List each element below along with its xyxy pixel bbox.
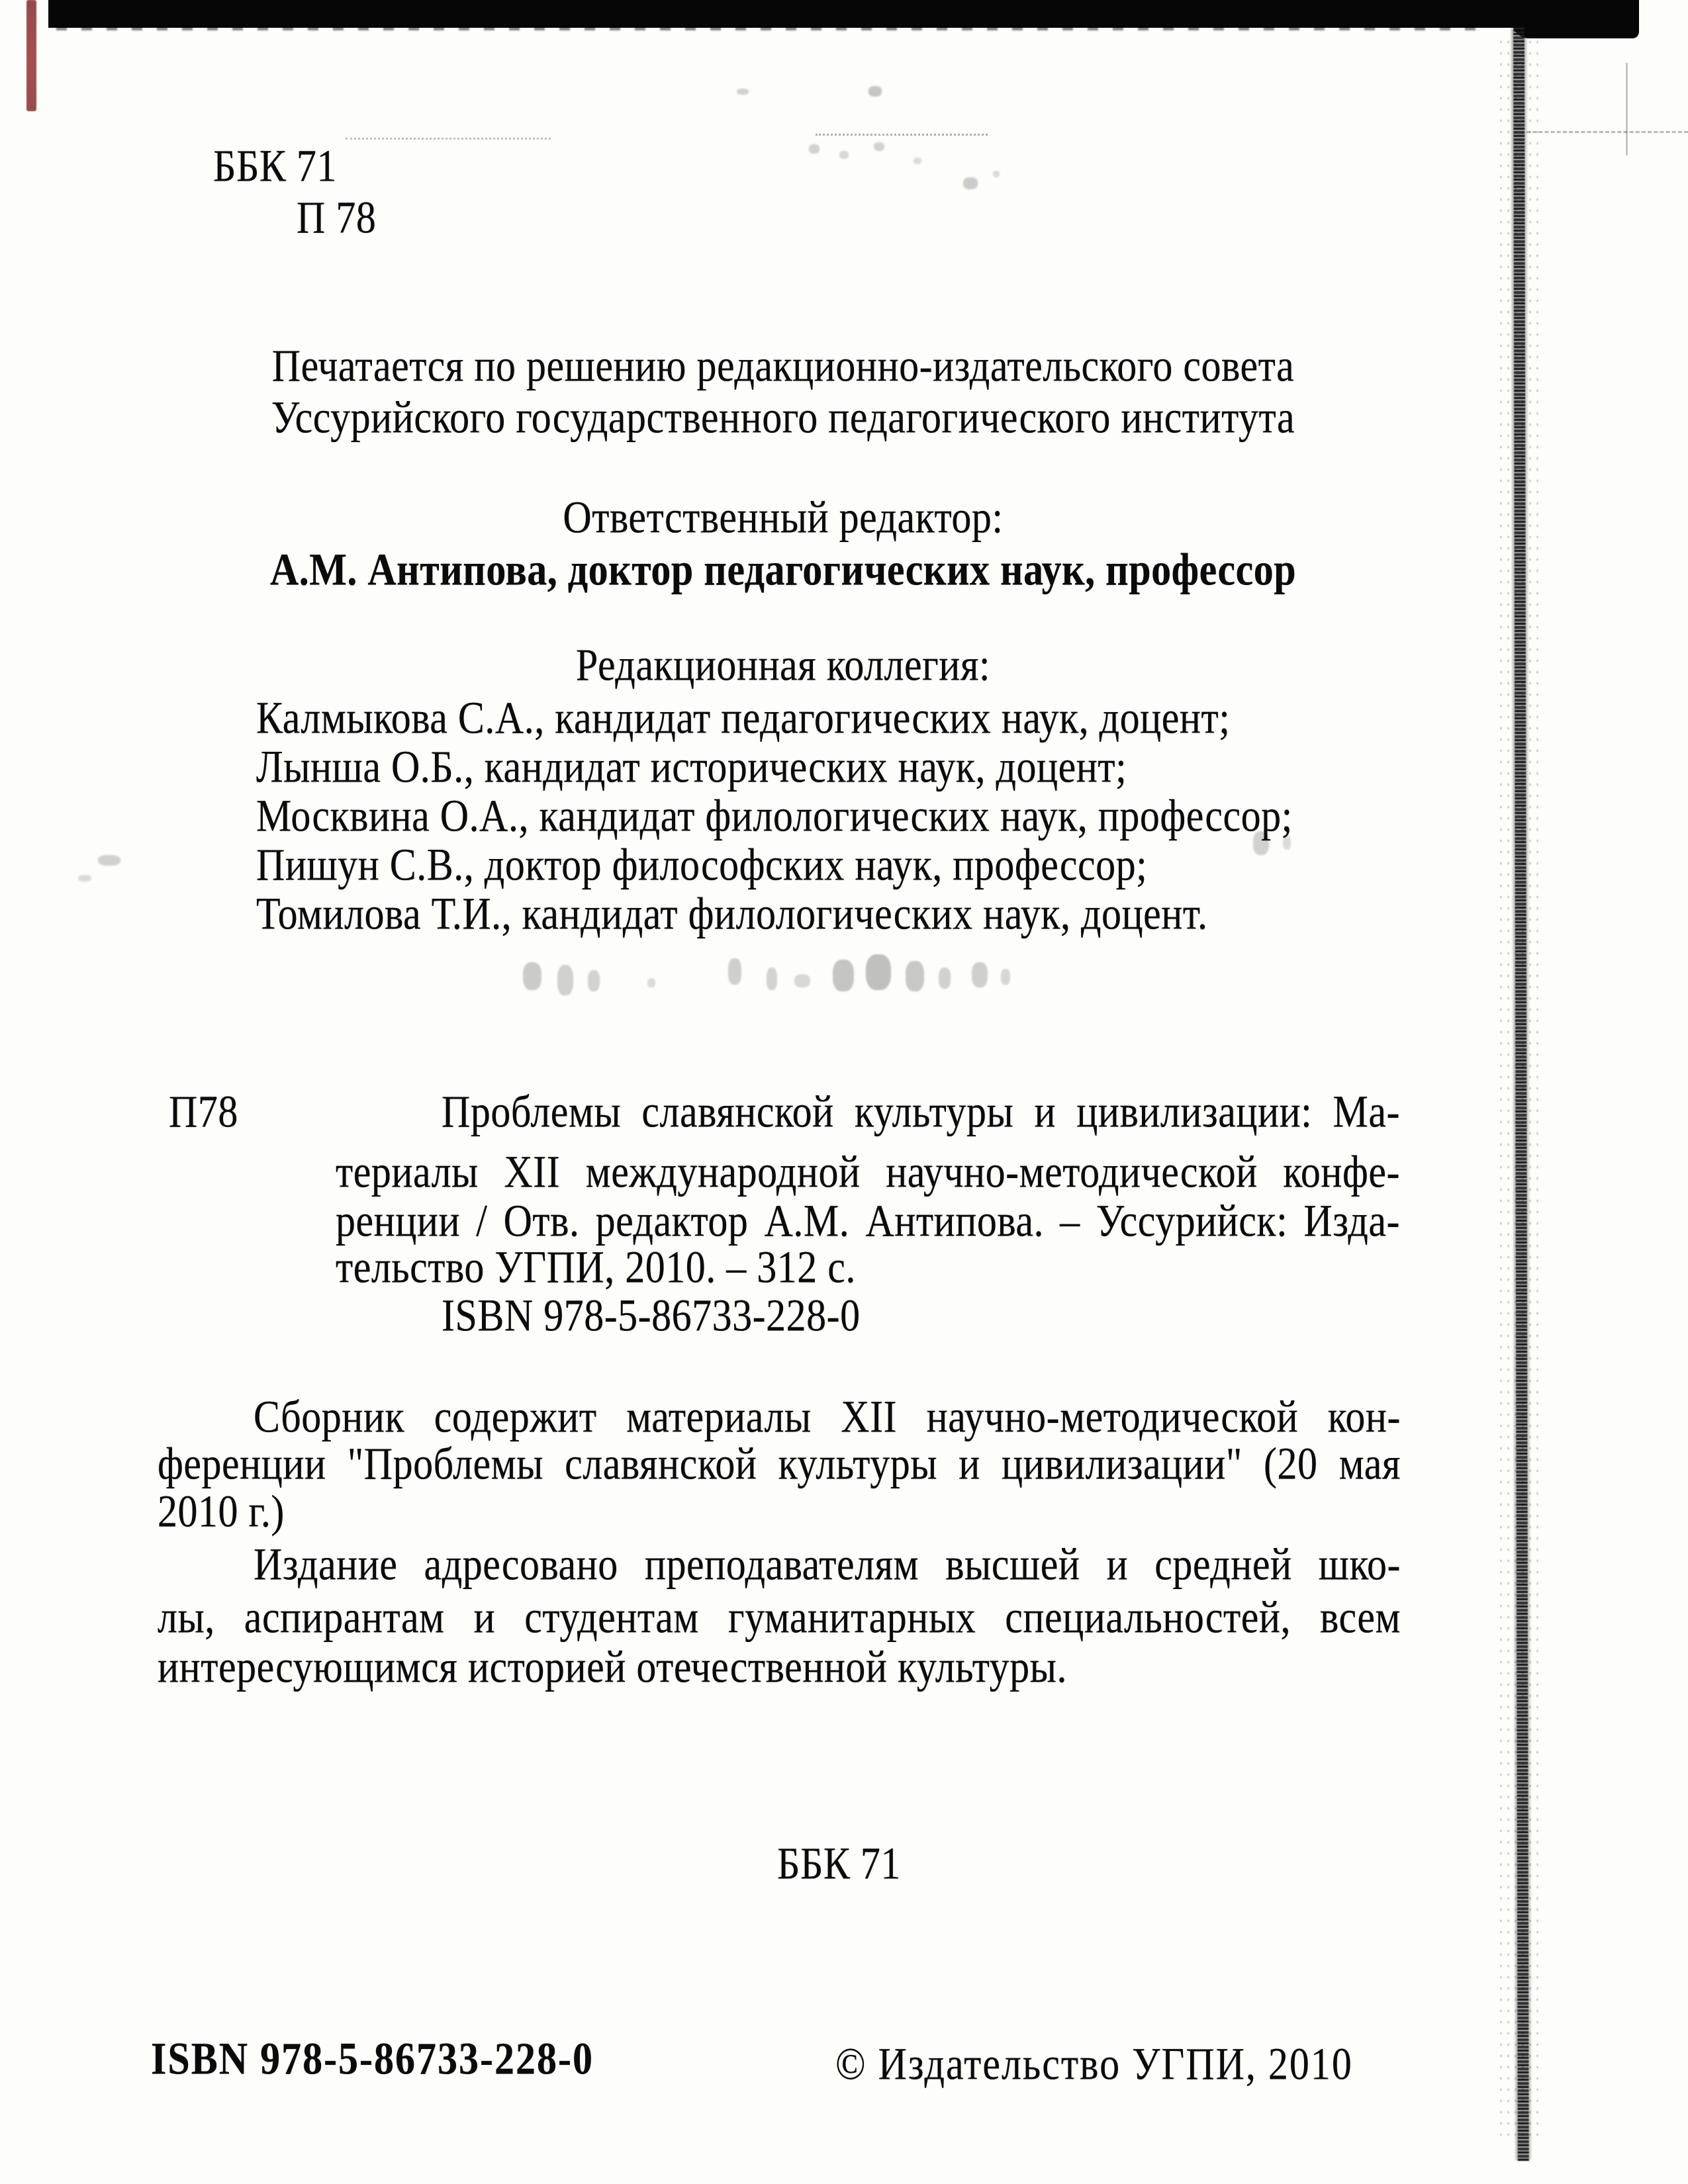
- catalog-line: териалы XII международной научно-методической конфе-: [336, 1146, 1400, 1197]
- catalog-line: тельство УГПИ, 2010. – 312 с.: [336, 1242, 856, 1293]
- editor-name: А.М. Антипова, доктор педагогических наук, профессор: [269, 544, 1297, 595]
- scan-artifact: [816, 134, 988, 136]
- scan-noise: [1497, 36, 1538, 2144]
- bbk-code: ББК 71: [213, 140, 337, 191]
- catalog-code: П78: [169, 1086, 238, 1137]
- approval-line-2: Уссурийского государственного педагогического института: [271, 392, 1295, 443]
- scan-noise: [963, 177, 978, 189]
- board-member: Калмыкова С.А., кандидат педагогических наук, доцент;: [256, 692, 1231, 743]
- scan-noise: [993, 171, 1000, 177]
- scan-artifact: [1626, 63, 1628, 156]
- imprint-isbn: ISBN 978-5-86733-228-0: [151, 2033, 594, 2084]
- annotation-line: 2010 г.): [158, 1486, 285, 1537]
- scan-noise: [78, 875, 91, 882]
- scan-noise: [874, 142, 884, 151]
- author-sign: П 78: [297, 192, 377, 243]
- scan-noise: [809, 144, 820, 154]
- erased-text-smudge: [510, 950, 1026, 1006]
- copyright-notice: © Издательство УГПИ, 2010: [835, 2038, 1353, 2089]
- board-member: Лынша О.Б., кандидат исторических наук, доцент;: [256, 741, 1127, 792]
- red-edge-mark: [26, 0, 36, 111]
- catalog-line: ренции / Отв. редактор А.М. Антипова. – Уссурийск: Изда-: [336, 1195, 1400, 1246]
- annotation-line: ференции "Проблемы славянской культуры и цивилизации" (20 мая: [158, 1438, 1401, 1489]
- scan-edge-corner: [1512, 0, 1639, 38]
- catalog-line: Проблемы славянской культуры и цивилизации: Ма-: [442, 1086, 1400, 1137]
- annotation-line: лы, аспирантам и студентам гуманитарных специальностей, всем: [158, 1592, 1401, 1643]
- scan-noise: [98, 855, 120, 866]
- annotation-line: Издание адресовано преподавателям высшей и средней шко-: [254, 1539, 1401, 1590]
- catalog-isbn: ISBN 978-5-86733-228-0: [442, 1290, 861, 1341]
- annotation-line: интересующимся историей отечественной культуры.: [158, 1641, 1067, 1692]
- scan-noise: [868, 86, 882, 97]
- board-member: Пишун С.В., доктор философских наук, профессор;: [256, 839, 1148, 890]
- scan-artifact: [1526, 131, 1688, 133]
- scan-noise: [914, 158, 921, 164]
- editor-heading: Ответственный редактор:: [563, 492, 1004, 543]
- scan-artifact: [56, 26, 1479, 30]
- scan-noise: [737, 89, 749, 95]
- scan-edge-top-bar: [48, 0, 1524, 28]
- approval-line-1: Печатается по решению редакционно-издательского совета: [271, 340, 1295, 391]
- board-member: Томилова Т.И., кандидат филологических наук, доцент.: [256, 888, 1208, 939]
- scan-artifact: [346, 138, 551, 140]
- bbk-footer: ББК 71: [777, 1838, 901, 1889]
- annotation-line: Сборник содержит материалы XII научно-методической кон-: [254, 1391, 1401, 1442]
- board-member: Москвина О.А., кандидат филологических наук, профессор;: [256, 790, 1293, 841]
- board-heading: Редакционная коллегия:: [575, 639, 991, 690]
- scan-noise: [839, 151, 849, 159]
